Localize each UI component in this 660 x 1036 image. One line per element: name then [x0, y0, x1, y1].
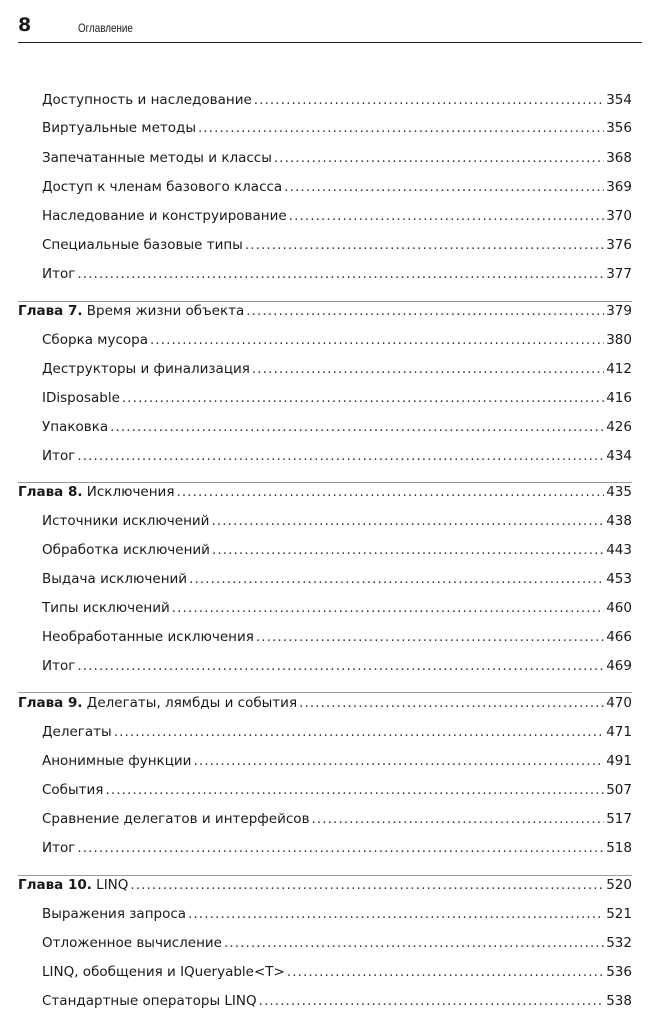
page-ref: 380 — [606, 332, 632, 348]
section-title: Итог — [42, 658, 76, 674]
dot-leader — [176, 481, 604, 503]
section-title: LINQ, обобщения и IQueryable<T> — [42, 964, 285, 980]
section-title: Необработанные исключения — [42, 629, 254, 645]
page-ref: 354 — [606, 92, 632, 108]
toc-section-entry[interactable] — [0, 263, 660, 285]
dot-leader — [122, 387, 604, 409]
dot-leader — [211, 510, 604, 532]
toc-section-entry[interactable] — [0, 147, 660, 169]
dot-leader — [105, 779, 604, 801]
section-title: Анонимные функции — [42, 753, 192, 769]
toc-section-entry[interactable] — [0, 779, 660, 801]
page-ref: 435 — [606, 484, 632, 500]
toc-section-entry[interactable] — [0, 329, 660, 351]
section-title: Упаковка — [42, 419, 109, 435]
chapter-title: LINQ — [91, 877, 129, 893]
toc-section-entry[interactable] — [0, 750, 660, 772]
section-title: Стандартные операторы LINQ — [42, 993, 257, 1009]
page-ref: 518 — [606, 840, 632, 856]
toc-section-entry[interactable] — [0, 568, 660, 590]
page-ref: 453 — [606, 571, 632, 587]
page-ref: 438 — [606, 513, 632, 529]
page-ref: 434 — [606, 448, 632, 464]
section-title: Запечатанные методы и классы — [42, 150, 272, 166]
page-ref: 376 — [606, 237, 632, 253]
toc-section-entry[interactable] — [0, 387, 660, 409]
section-title: Делегаты — [42, 724, 112, 740]
toc-chapter-entry[interactable] — [0, 300, 660, 322]
chapter-label — [18, 481, 174, 503]
toc-section-entry[interactable] — [0, 234, 660, 256]
chapter-number: Глава 9. — [18, 695, 83, 711]
page-ref: 532 — [606, 935, 632, 951]
section-title: Типы исключений — [42, 600, 170, 616]
dot-leader — [193, 750, 604, 772]
section-title: Итог — [42, 840, 76, 856]
toc-section-entry[interactable] — [0, 445, 660, 467]
dot-leader — [274, 147, 604, 169]
dot-leader — [77, 263, 604, 285]
section-title: Итог — [42, 448, 76, 464]
dot-leader — [256, 626, 604, 648]
section-title: Сборка мусора — [42, 332, 148, 348]
section-title: Наследование и конструирование — [42, 208, 287, 224]
toc-section-entry[interactable] — [0, 176, 660, 198]
toc-section-entry[interactable] — [0, 89, 660, 111]
chapter-label — [18, 300, 244, 322]
section-title: IDisposable — [42, 390, 120, 406]
dot-leader — [172, 597, 604, 619]
toc-section-entry[interactable] — [0, 117, 660, 139]
dot-leader — [254, 89, 604, 111]
running-title: Оглавление — [78, 21, 133, 35]
dot-leader — [77, 655, 604, 677]
toc-section-entry[interactable] — [0, 626, 660, 648]
page-ref: 520 — [606, 877, 632, 893]
page-ref: 471 — [606, 724, 632, 740]
toc-section-entry[interactable] — [0, 961, 660, 983]
dot-leader — [130, 874, 604, 896]
page-ref: 517 — [606, 811, 632, 827]
page-ref: 521 — [606, 906, 632, 922]
dot-leader — [150, 329, 604, 351]
page-ref: 426 — [606, 419, 632, 435]
page-ref: 460 — [606, 600, 632, 616]
toc-chapter-entry[interactable] — [0, 481, 660, 503]
dot-leader — [284, 176, 604, 198]
page-ref: 536 — [606, 964, 632, 980]
dot-leader — [198, 117, 604, 139]
dot-leader — [245, 234, 604, 256]
toc-section-entry[interactable] — [0, 837, 660, 859]
toc-section-entry[interactable] — [0, 932, 660, 954]
page-ref: 368 — [606, 150, 632, 166]
section-title: Выдача исключений — [42, 571, 188, 587]
chapter-number: Глава 10. — [18, 877, 92, 893]
section-title: Специальные базовые типы — [42, 237, 243, 253]
toc-section-entry[interactable] — [0, 205, 660, 227]
toc-section-entry[interactable] — [0, 655, 660, 677]
chapter-label — [18, 692, 297, 714]
dot-leader — [189, 568, 604, 590]
toc-chapter-entry[interactable] — [0, 874, 660, 896]
toc-section-entry[interactable] — [0, 808, 660, 830]
chapter-title: Делегаты, лямбды и события — [82, 695, 298, 711]
dot-leader — [188, 903, 604, 925]
section-title: Источники исключений — [42, 513, 210, 529]
toc-section-entry[interactable] — [0, 597, 660, 619]
dot-leader — [224, 932, 604, 954]
page-ref: 538 — [606, 993, 632, 1009]
page-ref: 370 — [606, 208, 632, 224]
chapter-title: Исключения — [82, 484, 175, 500]
toc-section-entry[interactable] — [0, 721, 660, 743]
section-title: Доступность и наследование — [42, 92, 252, 108]
section-title: Сравнение делегатов и интерфейсов — [42, 811, 310, 827]
page-number: 8 — [18, 14, 32, 36]
page-ref: 416 — [606, 390, 632, 406]
dot-leader — [312, 808, 605, 830]
page-ref: 469 — [606, 658, 632, 674]
section-title: Доступ к членам базового класса — [42, 179, 283, 195]
section-title: Виртуальные методы — [42, 120, 197, 136]
section-title: Итог — [42, 266, 76, 282]
dot-leader — [287, 961, 604, 983]
toc-chapter-entry[interactable] — [0, 692, 660, 714]
section-title: Деструкторы и финализация — [42, 361, 250, 377]
toc-section-entry[interactable] — [0, 416, 660, 438]
page-ref: 377 — [606, 266, 632, 282]
section-title: События — [42, 782, 104, 798]
page-ref: 379 — [606, 303, 632, 319]
toc-section-entry[interactable] — [0, 990, 660, 1012]
toc-section-entry[interactable] — [0, 903, 660, 925]
page-ref: 369 — [606, 179, 632, 195]
section-title: Обработка исключений — [42, 542, 210, 558]
toc-section-entry[interactable] — [0, 539, 660, 561]
section-title: Отложенное вычисление — [42, 935, 222, 951]
dot-leader — [114, 721, 605, 743]
chapter-title: Время жизни объекта — [82, 303, 245, 319]
page-ref: 356 — [606, 120, 632, 136]
chapter-number: Глава 7. — [18, 303, 83, 319]
dot-leader — [77, 837, 604, 859]
chapter-label — [18, 874, 128, 896]
page-ref: 470 — [606, 695, 632, 711]
dot-leader — [246, 300, 604, 322]
dot-leader — [299, 692, 604, 714]
dot-leader — [252, 358, 604, 380]
section-title: Выражения запроса — [42, 906, 187, 922]
toc-section-entry[interactable] — [0, 358, 660, 380]
page-ref: 412 — [606, 361, 632, 377]
toc-section-entry[interactable] — [0, 510, 660, 532]
dot-leader — [289, 205, 605, 227]
dot-leader — [212, 539, 604, 561]
dot-leader — [77, 445, 604, 467]
dot-leader — [259, 990, 605, 1012]
chapter-number: Глава 8. — [18, 484, 83, 500]
page-ref: 491 — [606, 753, 632, 769]
page-ref: 507 — [606, 782, 632, 798]
page-ref: 466 — [606, 629, 632, 645]
dot-leader — [110, 416, 604, 438]
page-ref: 443 — [606, 542, 632, 558]
